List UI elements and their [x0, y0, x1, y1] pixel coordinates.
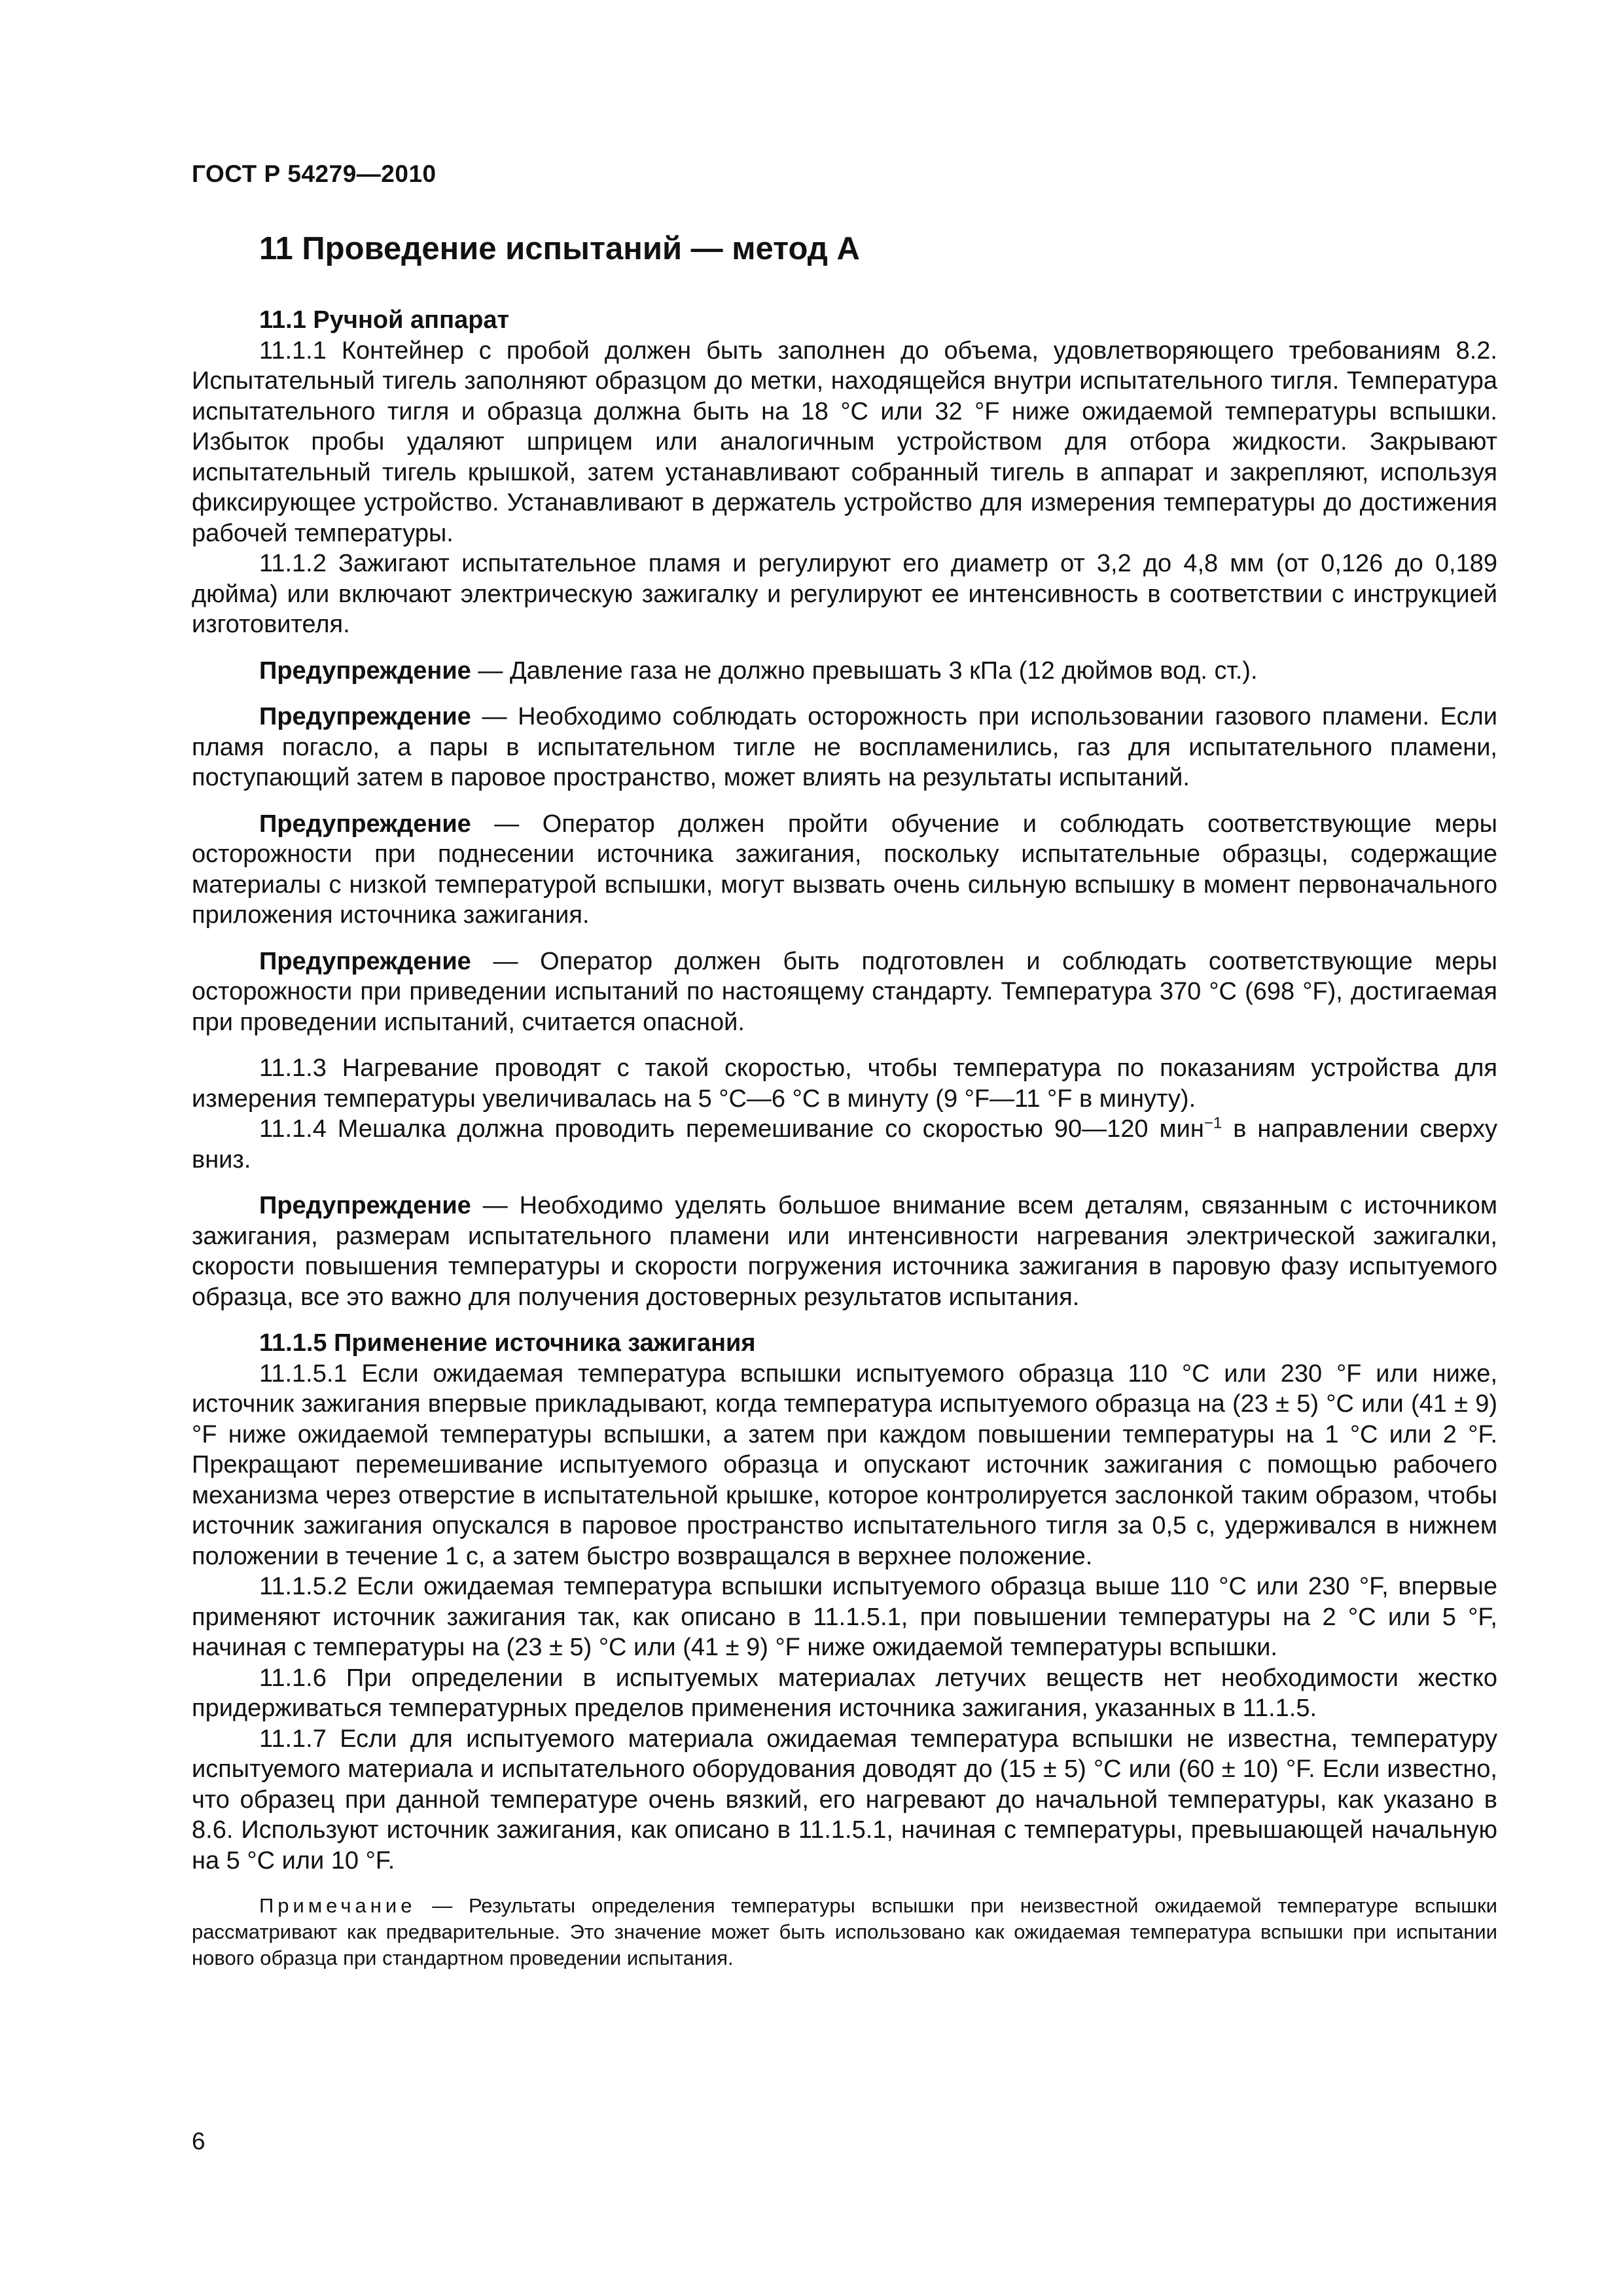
warning-paragraph — [192, 809, 1497, 931]
page-number: 6 — [192, 2128, 205, 2155]
subsection-heading: 11.1.5 Применение источника зажигания — [259, 1329, 756, 1357]
warning-paragraph — [192, 656, 1497, 687]
paragraph-11-1-2: 11.1.2 Зажигают испытательное пламя и регулируют его диаметр от 3,2 до 4,8 мм (от 0,126 до 0,189 дюйма) или включают электрическую зажигалку и регулируют ее интенсивность в соответствии с инструкцией изготовителя. — [192, 550, 1497, 638]
subsection-heading: 11.1 Ручной аппарат — [259, 306, 510, 334]
warning-label: Предупреждение — [259, 656, 471, 685]
paragraph-11-1-6: 11.1.6 При определении в испытуемых материалах летучих веществ нет необходимости жестко придерживаться температурных пределов применения источника зажигания, указанных в 11.1.5. — [192, 1664, 1497, 1722]
warning-label: Предупреждение — [259, 810, 471, 838]
warning-text: — Давление газа не должно превышать 3 кПа (12 дюймов вод. ст.). — [471, 656, 1258, 685]
section-title: 11 Проведение испытаний — метод А — [259, 231, 860, 266]
note-text: — Результаты определения температуры вспышки при неизвестной ожидаемой температуре вспышки рассматривают как предварительные. Это значение может быть использовано как ожидаемая температура вспышки при испытании нового образца при стандартном проведении испытания. — [192, 1894, 1497, 1969]
warning-text: — Оператор должен пройти обучение и соблюдать соответствующие меры осторожности при поднесении источника зажигания, поскольку испытательные образцы, содержащие материалы с низкой температурой вспышки, могут вызвать очень сильную вспышку в момент первоначального приложения источника зажигания. — [192, 810, 1497, 929]
paragraph-text: 11.1.4 Мешалка должна проводить перемешивание со скоростью 90—120 мин — [259, 1115, 1204, 1143]
paragraph-11-1-5-1: 11.1.5.1 Если ожидаемая температура вспышки испытуемого образца 110 °С или 230 °F или ниже, источник зажигания впервые прикладывают, когда температура испытуемого образца на (23 ± 5) °С или (41 ± 9) °F ниже ожидаемой температуры вспышки, а затем при каждом повышении температуры на 1 °С или 2 °F. Прекращают перемешивание испытуемого образца и опускают источник зажигания с помощью рабочего механизма через отверстие в испытательной крышке, которое контролируется заслонкой таким образом, чтобы источник зажигания опускался в паровое пространство испытательного тигля за 0,5 с, удерживался в нижнем положении в течение 1 с, а затем быстро возвращался в верхнее положение. — [192, 1359, 1497, 1570]
paragraph-11-1-1: 11.1.1 Контейнер с пробой должен быть заполнен до объема, удовлетворяющего требованиям 8.2. Испытательный тигель заполняют образцом до метки, находящейся внутри испытательного тигля. Температура испытательного тигля и образца должна быть на 18 °С или 32 °F ниже ожидаемой температуры вспышки. Избыток пробы удаляют шприцем или аналогичным устройством для отбора жидкости. Закрывают испытательный тигель крышкой, затем устанавливают собранный тигель в аппарат и закрепляют, используя фиксирующее устройство. Устанавливают в держатель устройство для измерения температуры до достижения рабочей температуры. — [192, 336, 1497, 547]
paragraph-11-1-5-2: 11.1.5.2 Если ожидаемая температура вспышки испытуемого образца выше 110 °С или 230 °F, впервые применяют источник зажигания так, как описано в 11.1.5.1, при повышении температуры на 2 °С или 5 °F, начиная с температуры на (23 ± 5) °С или (41 ± 9) °F ниже ожидаемой температуры вспышки. — [192, 1573, 1497, 1661]
document-body — [192, 305, 1497, 1971]
paragraph-text: в направлении сверху вниз. — [192, 1115, 1497, 1174]
paragraph-11-1-3: 11.1.3 Нагревание проводят с такой скоростью, чтобы температура по показаниям устройства для измерения температуры увеличивалась на 5 °С—6 °С в минуту (9 °F—11 °F в минуту). — [192, 1054, 1497, 1113]
warning-label: Предупреждение — [259, 947, 471, 975]
warning-label: Предупреждение — [259, 703, 471, 730]
paragraph-11-1-7: 11.1.7 Если для испытуемого материала ожидаемая температура вспышки не известна, температуру испытуемого материала и испытательного оборудования доводят до (15 ± 5) °С или (60 ± 10) °F. Если известно, что образец при данной температуре очень вязкий, его нагревают до начальной температуры, как указано в 8.6. Используют источник зажигания, как описано в 11.1.5.1, начиная с температуры, превышающей начальную на 5 °С или 10 °F. — [192, 1725, 1497, 1874]
superscript: −1 — [1204, 1114, 1222, 1132]
paragraph-11-1-4 — [192, 1114, 1497, 1175]
warning-text: — Оператор должен быть подготовлен и соблюдать соответствующие меры осторожности при приведении испытаний по настоящему стандарту. Температура 370 °С (698 °F), достигаемая при проведении испытаний, считается опасной. — [192, 947, 1497, 1036]
warning-paragraph — [192, 946, 1497, 1038]
warning-paragraph — [192, 1191, 1497, 1312]
note-block — [192, 1893, 1497, 1971]
warning-paragraph — [192, 702, 1497, 793]
standard-code: ГОСТ Р 54279—2010 — [192, 160, 437, 187]
warning-label: Предупреждение — [259, 1192, 471, 1219]
warning-text: — Необходимо соблюдать осторожность при использовании газового пламени. Если пламя погасло, а пары в испытательном тигле не воспламенились, газ для испытательного пламени, поступающий затем в паровое пространство, может влиять на результаты испытаний. — [192, 703, 1497, 791]
note-label: Примечание — [259, 1894, 416, 1917]
warning-text: — Необходимо уделять большое внимание всем деталям, связанным с источником зажигания, размерам испытательного пламени или интенсивности нагревания электрической зажигалки, скорости повышения температуры и скорости погружения источника зажигания в паровую фазу испытуемого образца, все это важно для получения достоверных результатов испытания. — [192, 1192, 1497, 1311]
